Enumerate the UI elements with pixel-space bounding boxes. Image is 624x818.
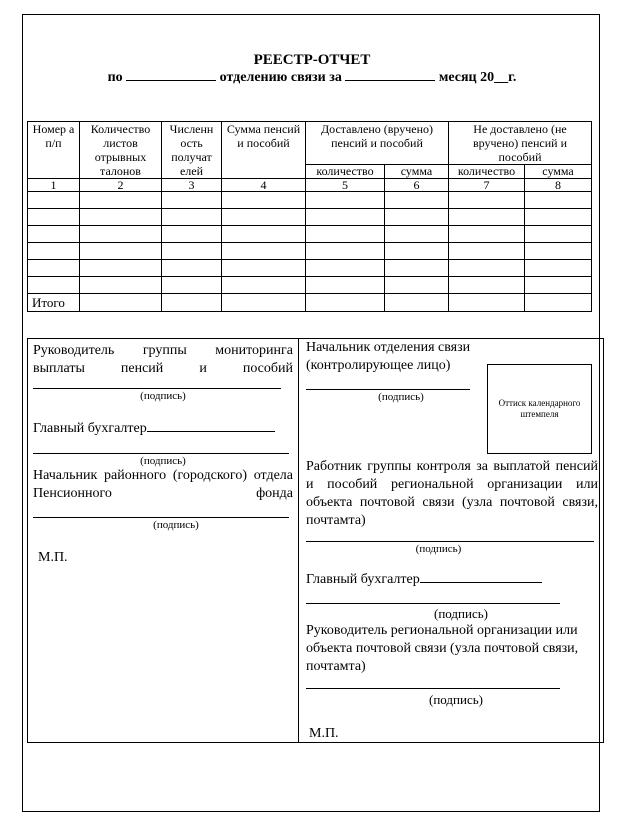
chief-accountant-label-right: Главный бухгалтер [306, 571, 586, 589]
total-label: Итого [28, 294, 80, 312]
signature-line [33, 453, 289, 454]
signature-caption: (подпись) [153, 519, 199, 531]
column-number: 8 [525, 179, 592, 192]
signature-caption: (подпись) [434, 606, 488, 621]
total-row [28, 294, 592, 312]
seal-label-right: М.П. [309, 726, 339, 741]
regional-head-label: Руководитель региональной организации или объекта почтовой связи (узла почтовой связи, почтамта) [306, 623, 579, 674]
signature-line [306, 541, 594, 542]
column-number: 4 [222, 179, 306, 192]
signature-line [33, 388, 281, 389]
column-number: 6 [385, 179, 449, 192]
blank-line [345, 80, 435, 81]
table-row [28, 226, 592, 243]
header-row [28, 122, 592, 165]
subheader-cell: сумма [385, 165, 449, 179]
signature-caption: (подпись) [429, 692, 483, 707]
header-cell: Численн ость получат елей [162, 122, 222, 179]
table-row [28, 243, 592, 260]
header-cell: Номер а п/п [28, 122, 80, 179]
subheader-cell: количество [306, 165, 385, 179]
column-number: 5 [306, 179, 385, 192]
control-worker-label: Работник группы контроля за выплатой пенсий и пособий региональной организации или объекта почтовой связи (узла почтовой связи, почтамта) [306, 459, 598, 528]
postmark-stamp-box [487, 364, 592, 454]
registry-table [27, 121, 592, 312]
signature-line [306, 603, 560, 604]
subtitle-prefix: по [107, 70, 123, 85]
signature-line [306, 389, 470, 390]
document-title: РЕЕСТР-ОТЧЕТ [253, 52, 371, 68]
chief-accountant-label-left: Главный бухгалтер [33, 420, 293, 438]
column-number-row [28, 179, 592, 192]
subtitle-suffix: месяц 20__г. [438, 70, 517, 85]
table-row [28, 260, 592, 277]
column-number: 3 [162, 179, 222, 192]
branch-head-label: Начальник отделения связи (контролирующее лицо) [306, 340, 471, 373]
stamp-label: Оттиск календарного штемпеля [498, 398, 581, 419]
seal-label-left: М.П. [38, 550, 68, 565]
header-cell: Не доставлено (не вручено) пенсий и пособий [449, 122, 592, 165]
signature-line [33, 517, 289, 518]
header-cell: Количество листов отрывных талонов [80, 122, 162, 179]
header-cell: Доставлено (вручено) пенсий и пособий [306, 122, 449, 165]
signature-caption: (подпись) [140, 455, 186, 467]
signature-caption: (подпись) [140, 390, 186, 402]
column-number: 1 [28, 179, 80, 192]
district-head-label: Начальник районного (городского) отдела Пенсионного фонда [33, 468, 293, 501]
column-divider [298, 338, 299, 743]
monitoring-head-label: Руководитель группы мониторинга выплаты пенсий и пособий [33, 343, 293, 376]
document-subtitle [0, 70, 624, 86]
column-number: 2 [80, 179, 162, 192]
subheader-cell: сумма [525, 165, 592, 179]
table-row [28, 192, 592, 209]
subtitle-middle: отделению связи за [219, 70, 342, 85]
column-number: 7 [449, 179, 525, 192]
signature-caption: (подпись) [415, 543, 462, 555]
table-row [28, 209, 592, 226]
signature-line [306, 688, 560, 689]
blank-line [126, 80, 216, 81]
subheader-cell: количество [449, 165, 525, 179]
header-cell: Сумма пенсий и пособий [222, 122, 306, 179]
table-row [28, 277, 592, 294]
signature-caption: (подпись) [378, 391, 424, 403]
